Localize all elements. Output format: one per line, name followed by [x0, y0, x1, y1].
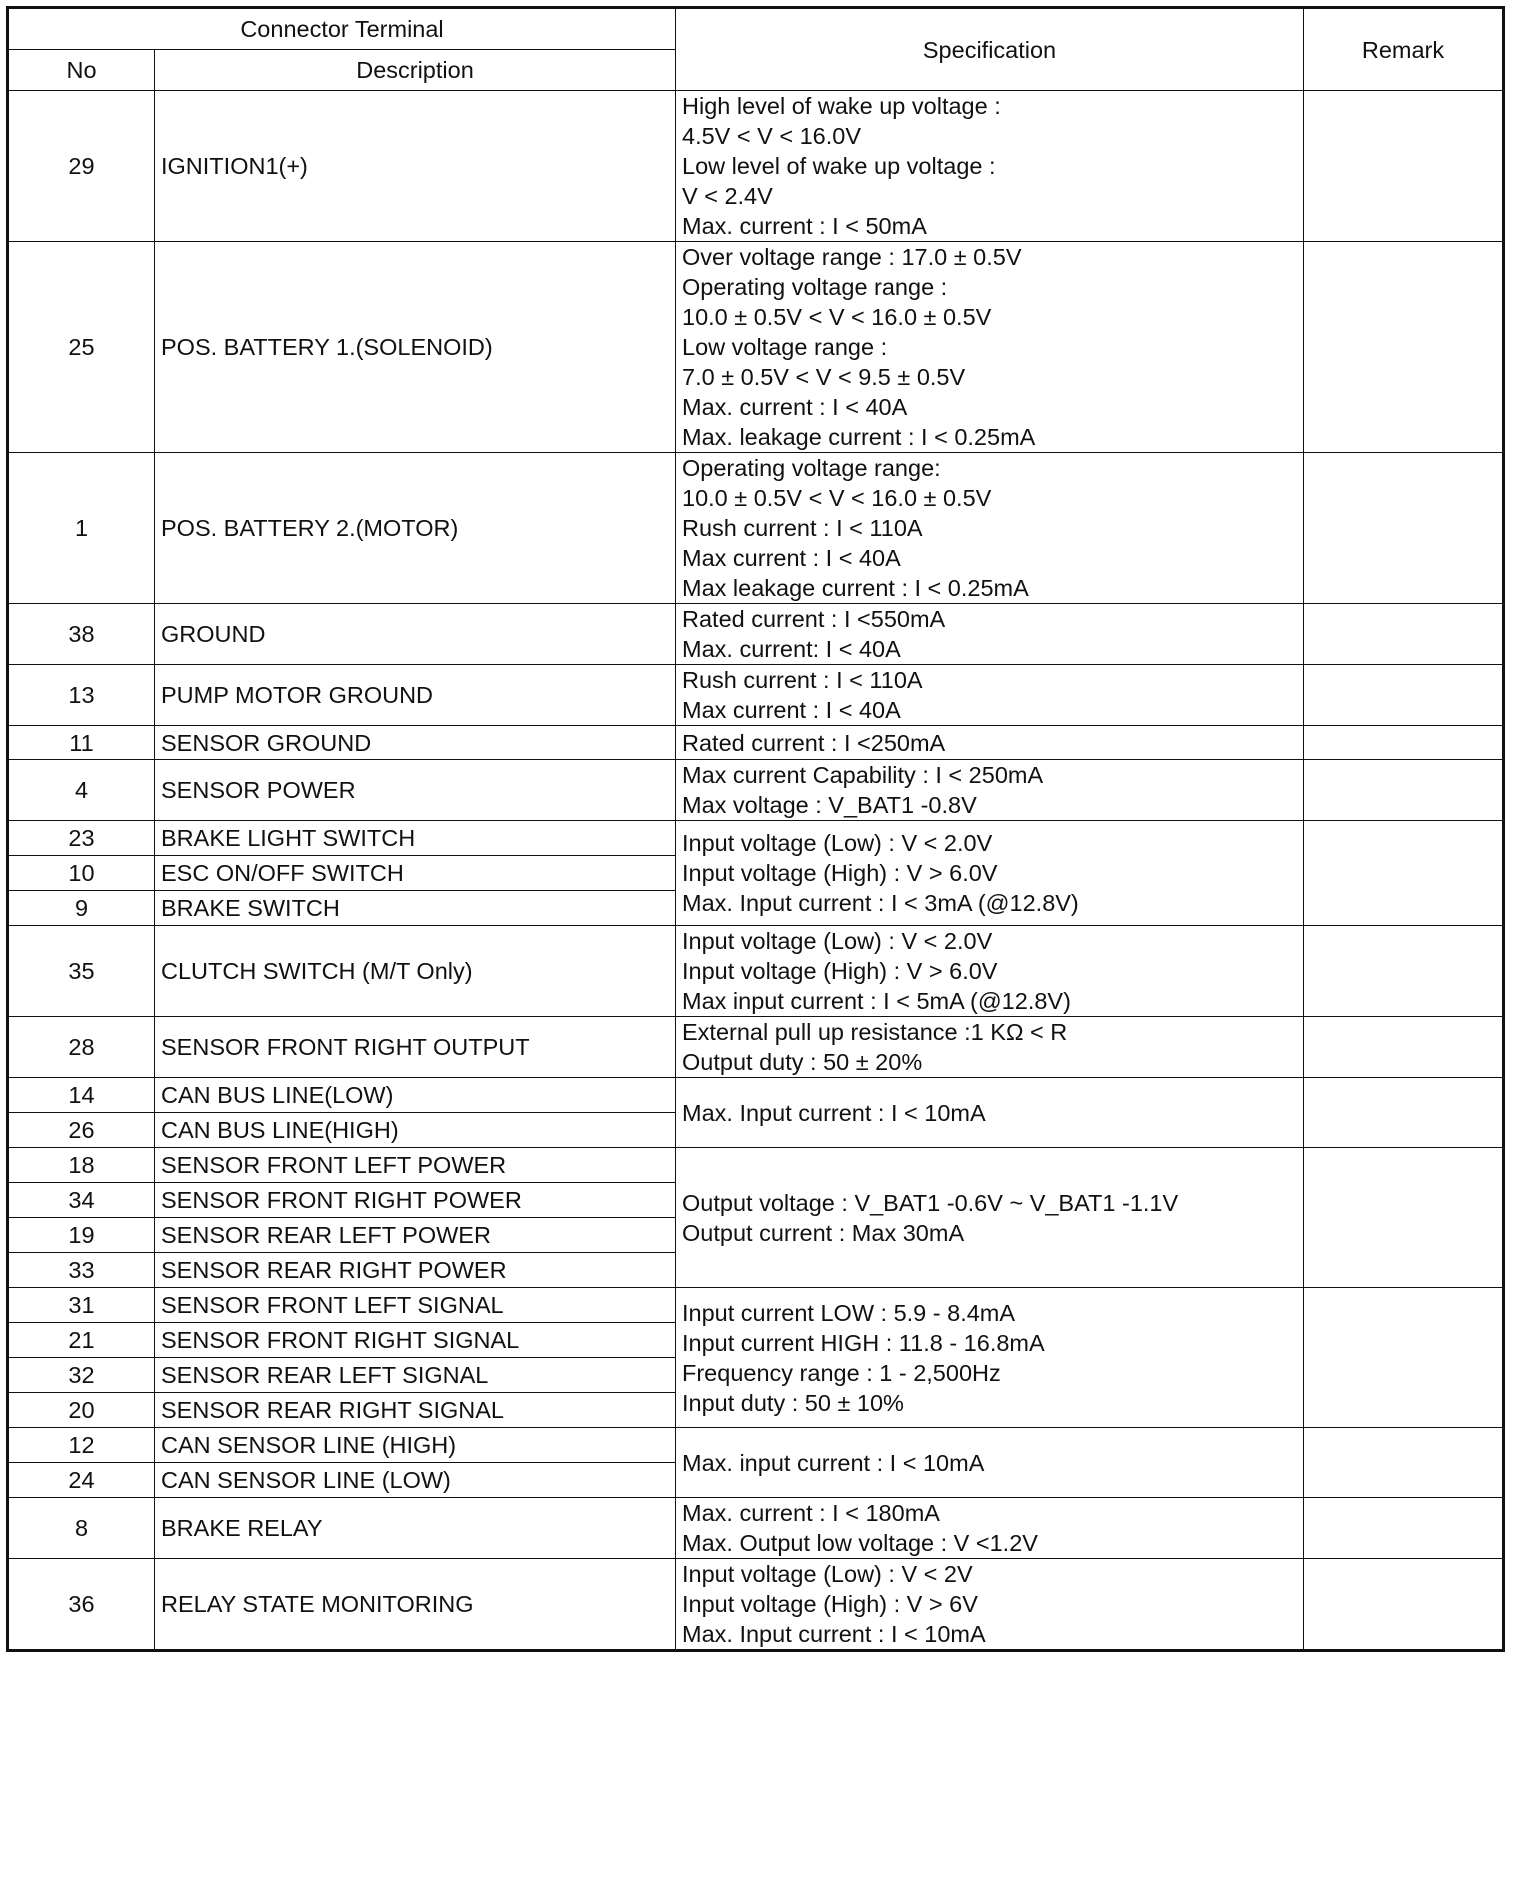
spec-line: Rush current : I < 110A — [682, 515, 923, 541]
specification-cell — [676, 604, 1304, 665]
remark-cell — [1304, 926, 1504, 1017]
spec-line: Max. leakage current : I < 0.25mA — [682, 424, 1036, 450]
remark-cell — [1304, 1559, 1504, 1651]
specification-cell — [676, 1017, 1304, 1078]
table-row — [8, 604, 1504, 665]
terminal-description: SENSOR GROUND — [155, 726, 676, 760]
terminal-no: 4 — [8, 760, 155, 821]
spec-line: 7.0 ± 0.5V < V < 9.5 ± 0.5V — [682, 364, 966, 390]
terminal-no: 9 — [8, 891, 155, 926]
terminal-no: 18 — [8, 1148, 155, 1183]
terminal-no: 23 — [8, 821, 155, 856]
terminal-no: 12 — [8, 1428, 155, 1463]
no-header: No — [8, 50, 155, 91]
specification-cell — [676, 91, 1304, 242]
terminal-description: SENSOR FRONT LEFT POWER — [155, 1148, 676, 1183]
table-row — [8, 1017, 1504, 1078]
remark-cell — [1304, 1498, 1504, 1559]
terminal-description: SENSOR REAR RIGHT SIGNAL — [155, 1393, 676, 1428]
spec-line: Output duty : 50 ± 20% — [682, 1049, 923, 1075]
terminal-description: BRAKE RELAY — [155, 1498, 676, 1559]
spec-line: Input voltage (Low) : V < 2V — [682, 1561, 973, 1587]
terminal-description: BRAKE LIGHT SWITCH — [155, 821, 676, 856]
spec-line: Rated current : I <550mA — [682, 606, 946, 632]
terminal-description: SENSOR FRONT RIGHT OUTPUT — [155, 1017, 676, 1078]
table-row — [8, 1288, 1504, 1323]
table-row — [8, 726, 1504, 760]
spec-line: Output voltage : V_BAT1 -0.6V ~ V_BAT1 -1.1V — [682, 1189, 1179, 1216]
terminal-no: 28 — [8, 1017, 155, 1078]
table-row — [8, 1559, 1504, 1651]
table-row — [8, 1078, 1504, 1113]
terminal-no: 8 — [8, 1498, 155, 1559]
terminal-description: GROUND — [155, 604, 676, 665]
spec-line: Frequency range : 1 - 2,500Hz — [682, 1359, 1001, 1386]
remark-cell — [1304, 1017, 1504, 1078]
spec-line: Low voltage range : — [682, 334, 888, 360]
connector-terminal-header: Connector Terminal — [8, 8, 676, 50]
table-row — [8, 242, 1504, 453]
terminal-no: 38 — [8, 604, 155, 665]
table-row — [8, 760, 1504, 821]
spec-line: Input voltage (High) : V > 6.0V — [682, 958, 998, 984]
terminal-description: CAN BUS LINE(LOW) — [155, 1078, 676, 1113]
specification-cell — [676, 453, 1304, 604]
remark-cell — [1304, 1078, 1504, 1148]
terminal-description: SENSOR REAR LEFT SIGNAL — [155, 1358, 676, 1393]
remark-cell — [1304, 1148, 1504, 1288]
table-row — [8, 1148, 1504, 1183]
terminal-no: 14 — [8, 1078, 155, 1113]
remark-cell — [1304, 453, 1504, 604]
terminal-no: 29 — [8, 91, 155, 242]
terminal-no: 19 — [8, 1218, 155, 1253]
specification-cell — [676, 1428, 1304, 1498]
spec-line: External pull up resistance :1 KΩ < R — [682, 1019, 1068, 1045]
spec-line: Max. current : I < 40A — [682, 394, 908, 420]
specification-cell — [676, 1078, 1304, 1148]
spec-line: Operating voltage range: — [682, 455, 941, 481]
terminal-no: 1 — [8, 453, 155, 604]
specification-cell — [676, 726, 1304, 760]
table-row — [8, 1428, 1504, 1463]
spec-line: Max current Capability : I < 250mA — [682, 762, 1044, 788]
spec-line: Max. current: I < 40A — [682, 636, 901, 662]
terminal-description: CAN SENSOR LINE (LOW) — [155, 1463, 676, 1498]
spec-line: Max input current : I < 5mA (@12.8V) — [682, 988, 1071, 1014]
spec-line: Rated current : I <250mA — [682, 729, 946, 756]
specification-cell — [676, 821, 1304, 926]
terminal-no: 32 — [8, 1358, 155, 1393]
spec-line: Max current : I < 40A — [682, 697, 901, 723]
spec-line: Input voltage (Low) : V < 2.0V — [682, 928, 993, 954]
terminal-no: 20 — [8, 1393, 155, 1428]
terminal-no: 36 — [8, 1559, 155, 1651]
spec-line: Over voltage range : 17.0 ± 0.5V — [682, 244, 1022, 270]
terminal-no: 10 — [8, 856, 155, 891]
terminal-description: SENSOR FRONT RIGHT SIGNAL — [155, 1323, 676, 1358]
spec-line: Max leakage current : I < 0.25mA — [682, 575, 1029, 601]
spec-line: Max. Input current : I < 10mA — [682, 1621, 986, 1647]
table-row — [8, 91, 1504, 242]
terminal-description: POS. BATTERY 1.(SOLENOID) — [155, 242, 676, 453]
terminal-no: 25 — [8, 242, 155, 453]
spec-line: 4.5V < V < 16.0V — [682, 123, 861, 149]
specification-cell — [676, 1559, 1304, 1651]
spec-line: Max. Input current : I < 3mA (@12.8V) — [682, 890, 1079, 916]
specification-cell — [676, 242, 1304, 453]
spec-line: Rush current : I < 110A — [682, 667, 923, 693]
terminal-description: SENSOR REAR LEFT POWER — [155, 1218, 676, 1253]
spec-table-wrapper — [6, 6, 1502, 1652]
terminal-no: 34 — [8, 1183, 155, 1218]
spec-line: Operating voltage range : — [682, 274, 948, 300]
spec-line: High level of wake up voltage : — [682, 93, 1001, 119]
specification-header: Specification — [676, 8, 1304, 91]
remark-cell — [1304, 726, 1504, 760]
terminal-description: BRAKE SWITCH — [155, 891, 676, 926]
specification-cell — [676, 760, 1304, 821]
spec-line: Low level of wake up voltage : — [682, 153, 996, 179]
remark-cell — [1304, 91, 1504, 242]
remark-cell — [1304, 821, 1504, 926]
spec-line: Max. Output low voltage : V <1.2V — [682, 1530, 1038, 1556]
terminal-no: 21 — [8, 1323, 155, 1358]
spec-line: Input current HIGH : 11.8 - 16.8mA — [682, 1329, 1045, 1356]
spec-line: 10.0 ± 0.5V < V < 16.0 ± 0.5V — [682, 304, 992, 330]
terminal-description: CAN SENSOR LINE (HIGH) — [155, 1428, 676, 1463]
spec-line: Max current : I < 40A — [682, 545, 901, 571]
spec-line: Max voltage : V_BAT1 -0.8V — [682, 792, 977, 818]
spec-line: Max. current : I < 180mA — [682, 1500, 940, 1526]
terminal-description: SENSOR REAR RIGHT POWER — [155, 1253, 676, 1288]
remark-cell — [1304, 760, 1504, 821]
terminal-description: SENSOR FRONT RIGHT POWER — [155, 1183, 676, 1218]
terminal-description: CLUTCH SWITCH (M/T Only) — [155, 926, 676, 1017]
table-row — [8, 926, 1504, 1017]
terminal-description: ESC ON/OFF SWITCH — [155, 856, 676, 891]
terminal-no: 33 — [8, 1253, 155, 1288]
terminal-no: 13 — [8, 665, 155, 726]
remark-cell — [1304, 242, 1504, 453]
table-row — [8, 665, 1504, 726]
remark-cell — [1304, 1428, 1504, 1498]
table-header — [8, 8, 1504, 91]
remark-header: Remark — [1304, 8, 1504, 91]
spec-line: Max. Input current : I < 10mA — [682, 1099, 986, 1126]
spec-line: Input voltage (High) : V > 6.0V — [682, 860, 998, 886]
terminal-description: SENSOR FRONT LEFT SIGNAL — [155, 1288, 676, 1323]
terminal-description: SENSOR POWER — [155, 760, 676, 821]
terminal-no: 24 — [8, 1463, 155, 1498]
table-body — [8, 91, 1504, 1651]
terminal-description: IGNITION1(+) — [155, 91, 676, 242]
specification-cell — [676, 1288, 1304, 1428]
table-row — [8, 453, 1504, 604]
spec-line: Output current : Max 30mA — [682, 1219, 965, 1246]
remark-cell — [1304, 604, 1504, 665]
terminal-no: 11 — [8, 726, 155, 760]
spec-line: V < 2.4V — [682, 183, 773, 209]
terminal-no: 26 — [8, 1113, 155, 1148]
spec-line: Max. current : I < 50mA — [682, 213, 927, 239]
terminal-description: POS. BATTERY 2.(MOTOR) — [155, 453, 676, 604]
terminal-no: 31 — [8, 1288, 155, 1323]
terminal-description: CAN BUS LINE(HIGH) — [155, 1113, 676, 1148]
table-row — [8, 1498, 1504, 1559]
specification-cell — [676, 665, 1304, 726]
spec-line: Input current LOW : 5.9 - 8.4mA — [682, 1299, 1016, 1326]
terminal-no: 35 — [8, 926, 155, 1017]
spec-line: Input voltage (Low) : V < 2.0V — [682, 830, 993, 856]
connector-spec-table — [6, 6, 1505, 1652]
spec-line: Input duty : 50 ± 10% — [682, 1389, 904, 1416]
specification-cell — [676, 1148, 1304, 1288]
remark-cell — [1304, 665, 1504, 726]
spec-line: 10.0 ± 0.5V < V < 16.0 ± 0.5V — [682, 485, 992, 511]
description-header: Description — [155, 50, 676, 91]
specification-cell — [676, 1498, 1304, 1559]
table-row — [8, 821, 1504, 856]
specification-cell — [676, 926, 1304, 1017]
remark-cell — [1304, 1288, 1504, 1428]
spec-line: Input voltage (High) : V > 6V — [682, 1591, 978, 1617]
spec-line: Max. input current : I < 10mA — [682, 1449, 985, 1476]
terminal-description: RELAY STATE MONITORING — [155, 1559, 676, 1651]
terminal-description: PUMP MOTOR GROUND — [155, 665, 676, 726]
